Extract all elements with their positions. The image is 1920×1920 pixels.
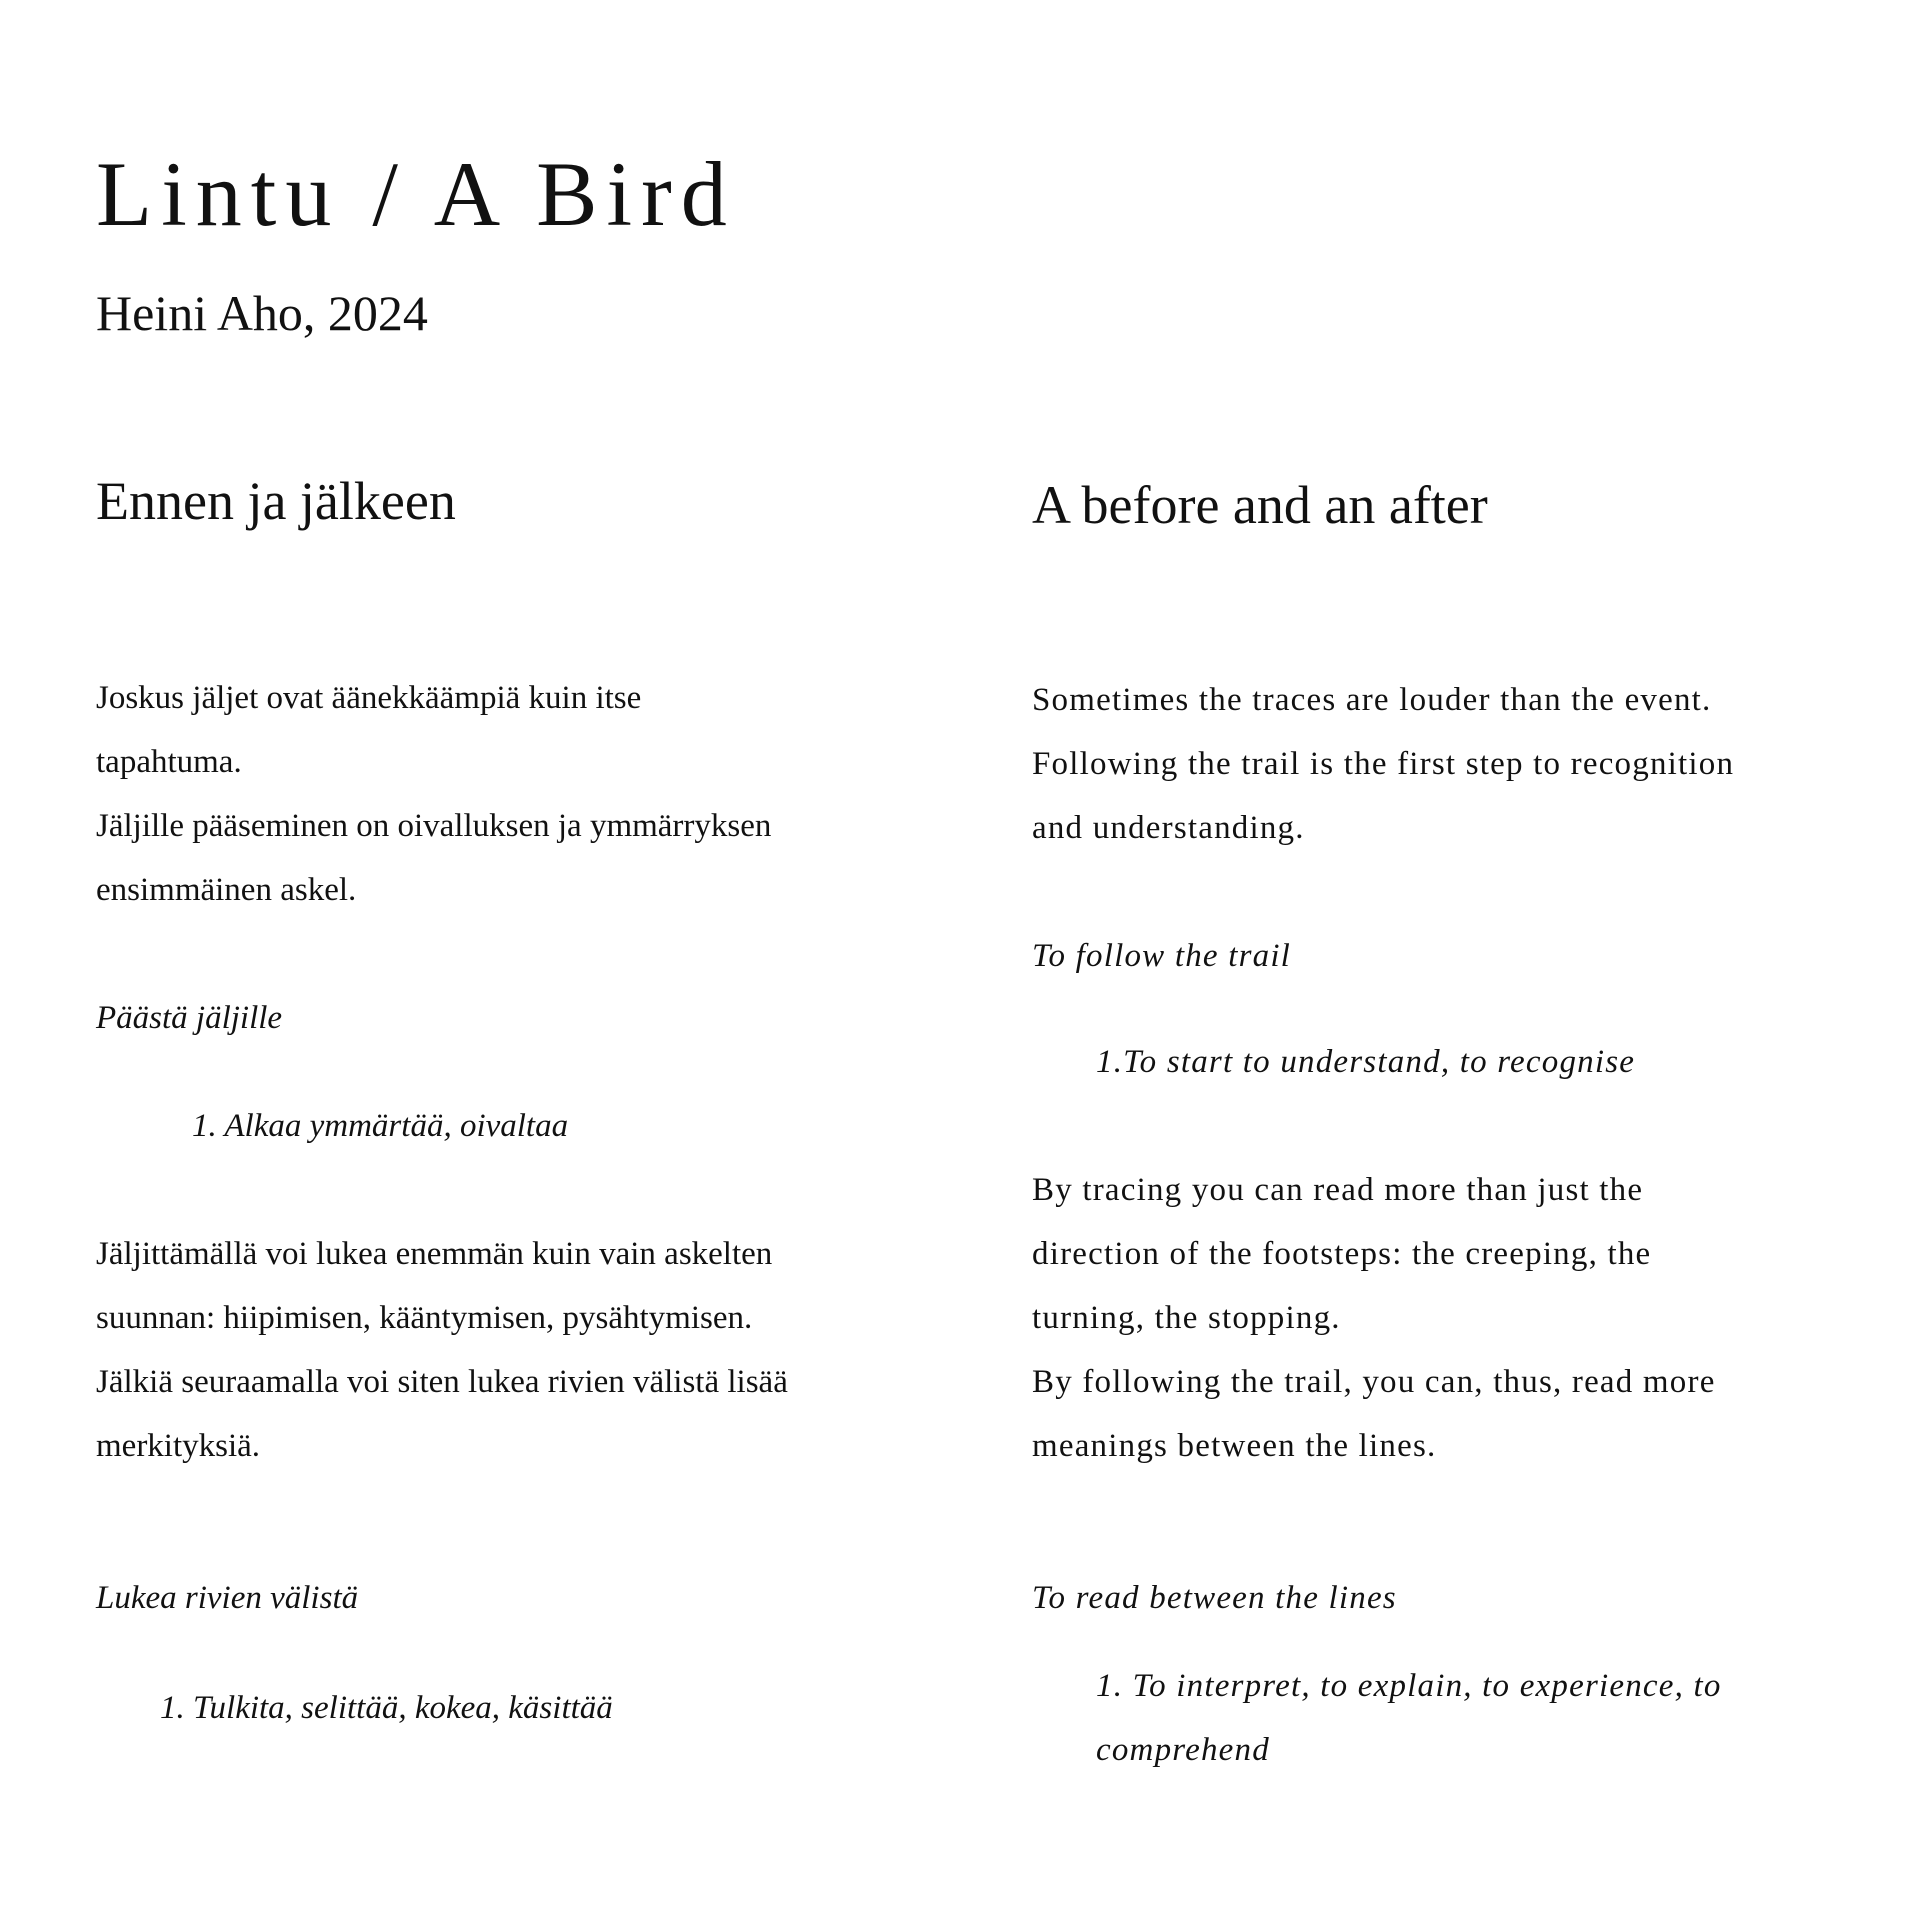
text-line: tapahtuma.: [96, 744, 242, 780]
english-term-2: To read between the lines: [1032, 1580, 1397, 1616]
finnish-term-1-definition: 1. Alkaa ymmärtää, oivaltaa: [192, 1108, 569, 1144]
english-term-1-definition: 1.To start to understand, to recognise: [1096, 1044, 1636, 1080]
text-line: direction of the footsteps: the creeping, the: [1032, 1236, 1652, 1272]
english-paragraph-1: [1032, 668, 1892, 860]
author-year: Heini Aho, 2024: [96, 285, 428, 341]
text-line: turning, the stopping.: [1032, 1300, 1341, 1336]
finnish-term-2-definition: 1. Tulkita, selittää, kokea, käsittää: [160, 1690, 613, 1726]
text-line: Joskus jäljet ovat äänekkäämpiä kuin itse: [96, 680, 642, 716]
text-line: Jäljittämällä voi lukea enemmän kuin vain askelten: [96, 1236, 773, 1272]
text-line: Jäljille pääseminen on oivalluksen ja ymmärryksen: [96, 808, 772, 844]
english-paragraph-2: [1032, 1158, 1892, 1478]
english-heading: A before and an after: [1032, 475, 1488, 535]
text-line: merkityksiä.: [96, 1428, 261, 1464]
finnish-term-2: Lukea rivien välistä: [96, 1580, 359, 1616]
text-line: meanings between the lines.: [1032, 1428, 1437, 1464]
text-line: Jälkiä seuraamalla voi siten lukea rivien välistä lisää: [96, 1364, 788, 1400]
finnish-term-1: Päästä jäljille: [96, 1000, 283, 1036]
text-line: Sometimes the traces are louder than the event.: [1032, 682, 1712, 718]
text-line: By following the trail, you can, thus, read more: [1032, 1364, 1716, 1400]
text-line: ensimmäinen askel.: [96, 872, 357, 908]
english-term-2-definition: [1096, 1654, 1722, 1782]
text-line: By tracing you can read more than just the: [1032, 1172, 1644, 1208]
text-line: comprehend: [1096, 1732, 1270, 1768]
finnish-heading: Ennen ja jälkeen: [96, 471, 456, 531]
document-title: Lintu / A Bird: [96, 143, 736, 245]
text-line: Following the trail is the first step to recognition: [1032, 746, 1735, 782]
text-line: 1. To interpret, to explain, to experience, to: [1096, 1668, 1722, 1704]
text-line: and understanding.: [1032, 810, 1305, 846]
text-line: suunnan: hiipimisen, kääntymisen, pysähtymisen.: [96, 1300, 753, 1336]
finnish-paragraph-1: [96, 666, 916, 922]
english-term-1: To follow the trail: [1032, 938, 1292, 974]
finnish-paragraph-2: [96, 1222, 916, 1478]
